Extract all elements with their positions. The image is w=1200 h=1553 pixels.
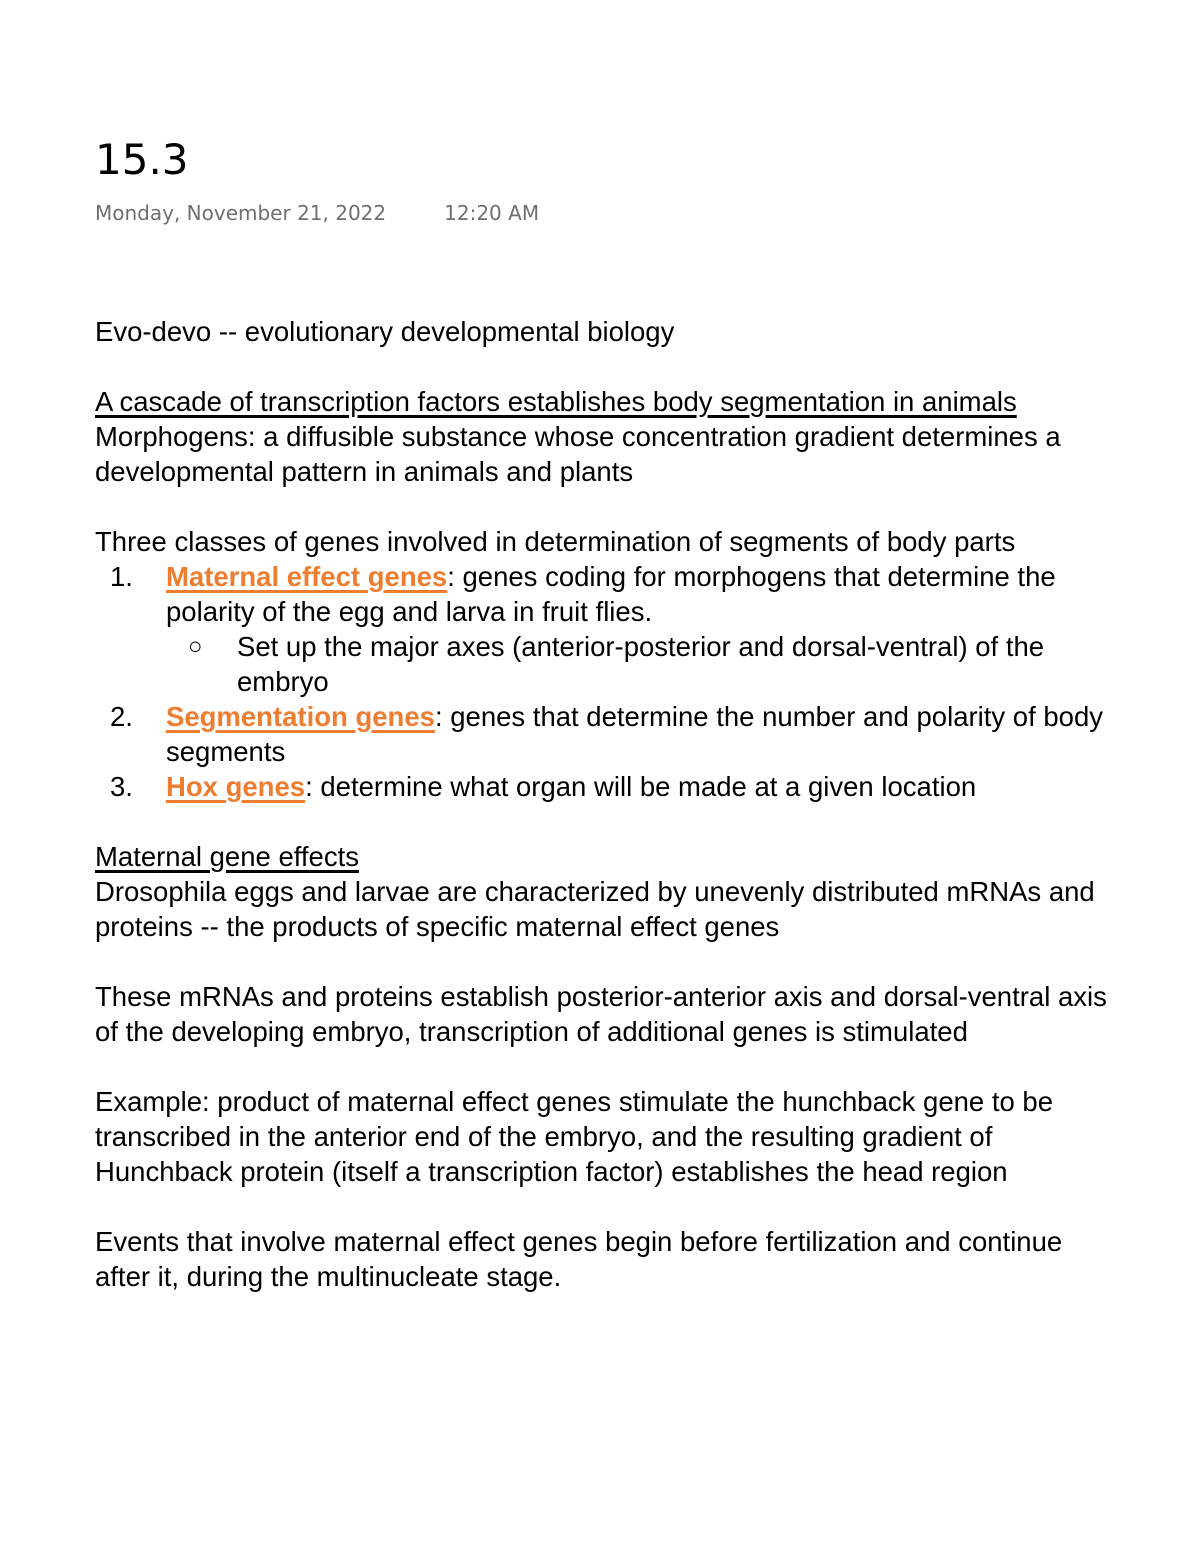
gene-description: : genes that determine the number and polarity of body segments	[166, 701, 1104, 767]
list-item	[95, 769, 1115, 804]
note-timestamp	[95, 199, 539, 227]
three-classes-intro: Three classes of genes involved in determination of segments of body parts	[95, 526, 1016, 557]
events-paragraph: Events that involve maternal effect genes begin before fertilization and continue after it, during the multinucleate stage.	[95, 1226, 1063, 1292]
sub-item-text: Set up the major axes (anterior-posterior and dorsal-ventral) of the embryo	[237, 631, 1045, 697]
page-title: 15.3	[95, 135, 189, 184]
gene-term: Maternal effect genes	[166, 561, 448, 592]
gene-description: : genes coding for morphogens that determine the polarity of the egg and larva in fruit flies.	[166, 561, 1056, 627]
gene-description: : determine what organ will be made at a given location	[305, 771, 977, 802]
gene-term: Hox genes	[166, 771, 306, 802]
intro-line: Evo-devo -- evolutionary developmental biology	[95, 316, 675, 347]
sub-list-item	[166, 629, 1115, 699]
gene-classes-list	[95, 559, 1115, 804]
list-item	[95, 699, 1115, 769]
list-item	[95, 559, 1115, 699]
morphogens-definition: Morphogens: a diffusible substance whose concentration gradient determines a developmental pattern in animals and plants	[95, 421, 1061, 487]
list-number: 2.	[110, 701, 133, 732]
drosophila-paragraph: Drosophila eggs and larvae are characterized by unevenly distributed mRNAs and proteins -- the products of specific maternal effect genes	[95, 876, 1095, 942]
example-paragraph: Example: product of maternal effect genes stimulate the hunchback gene to be transcribed in the anterior end of the embryo, and the resulting gradient of Hunchback protein (itself a transcription factor) establishes the head region	[95, 1086, 1054, 1187]
axes-paragraph: These mRNAs and proteins establish posterior-anterior axis and dorsal-ventral axis of the developing embryo, transcription of additional genes is stimulated	[95, 981, 1107, 1047]
note-time: 12:20 AM	[444, 201, 540, 225]
circle-bullet-icon: ○	[188, 633, 203, 660]
sub-list	[166, 629, 1115, 699]
gene-term: Segmentation genes	[166, 701, 435, 732]
list-number: 1.	[110, 561, 133, 592]
section-heading-cascade: A cascade of transcription factors establishes body segmentation in animals	[95, 386, 1017, 417]
note-body	[95, 314, 1115, 1294]
note-date: Monday, November 21, 2022	[95, 201, 387, 225]
list-number: 3.	[110, 771, 133, 802]
section-heading-maternal: Maternal gene effects	[95, 841, 359, 872]
